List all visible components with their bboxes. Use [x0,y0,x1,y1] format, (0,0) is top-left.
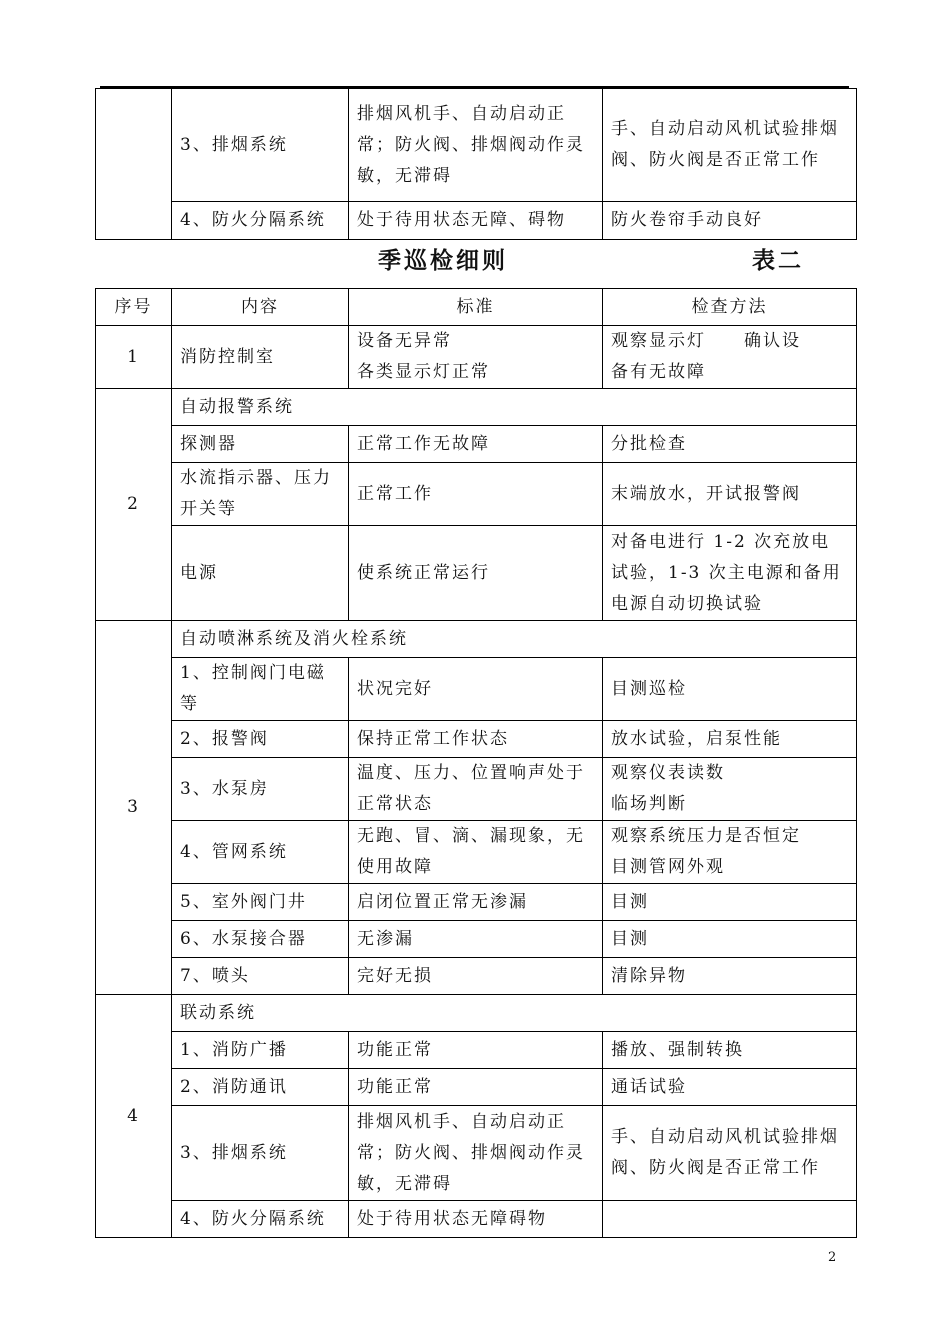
continuation-table [95,88,857,240]
serial-cell: 2 [96,389,172,621]
method-cell [603,821,857,884]
standard-cell: 排烟风机手、自动启动正常；防火阀、排烟阀动作灵敏，无滞碍 [349,89,603,202]
standard-cell: 温度、压力、位置响声处于正常状态 [349,758,603,821]
content-cell: 4、防火分隔系统 [172,1201,349,1238]
content-cell: 3、排烟系统 [172,1106,349,1201]
standard-cell: 处于待用状态无障、碍物 [349,202,603,240]
table-row [96,426,857,463]
content-cell: 2、报警阀 [172,721,349,758]
table-row [96,821,857,884]
table-row [96,326,857,389]
table-row [96,758,857,821]
content-cell: 消防控制室 [172,326,349,389]
method-cell [603,326,857,389]
method-cell [603,1201,857,1238]
table-row [96,921,857,958]
content-cell: 7、喷头 [172,958,349,995]
content-cell: 5、室外阀门井 [172,884,349,921]
standard-cell: 使系统正常运行 [349,526,603,621]
line: 观察显示灯 确认设 [611,331,801,351]
header-content: 内容 [172,289,349,326]
standard-cell: 排烟风机手、自动启动正常；防火阀、排烟阀动作灵敏，无滞碍 [349,1106,603,1201]
section-row [96,995,857,1032]
table-row [96,1069,857,1106]
content-cell: 6、水泵接合器 [172,921,349,958]
content-cell: 3、水泵房 [172,758,349,821]
header-no: 序号 [96,289,172,326]
serial-cell: 3 [96,621,172,995]
method-cell: 目测巡检 [603,658,857,721]
section-row [96,621,857,658]
standard-cell: 功能正常 [349,1032,603,1069]
table-row [96,1201,857,1238]
method-cell: 清除异物 [603,958,857,995]
table-row [96,658,857,721]
method-cell [603,758,857,821]
table-row [96,884,857,921]
table-row [96,1032,857,1069]
method-cell: 分批检查 [603,426,857,463]
content-cell: 探测器 [172,426,349,463]
content-cell: 1、消防广播 [172,1032,349,1069]
table-row [96,202,857,240]
serial-cell: 1 [96,326,172,389]
table-label: 表二 [752,248,804,274]
standard-cell: 无渗漏 [349,921,603,958]
content-cell: 1、控制阀门电磁等 [172,658,349,721]
standard-cell: 启闭位置正常无渗漏 [349,884,603,921]
standard-cell: 完好无损 [349,958,603,995]
section-title: 自动喷淋系统及消火栓系统 [172,621,857,658]
line: 设备无异常 [357,331,452,351]
header-standard: 标准 [349,289,603,326]
content-cell: 电源 [172,526,349,621]
method-cell: 末端放水，开试报警阀 [603,463,857,526]
table-row [96,721,857,758]
content-cell: 4、管网系统 [172,821,349,884]
standard-cell: 无跑、冒、滴、漏现象，无使用故障 [349,821,603,884]
method-cell: 手、自动启动风机试验排烟阀、防火阀是否正常工作 [603,89,857,202]
method-cell: 目测 [603,921,857,958]
standard-cell: 正常工作无故障 [349,426,603,463]
table-row [96,958,857,995]
line: 观察仪表读数 [611,763,725,783]
serial-cell: 4 [96,995,172,1238]
section-title: 自动报警系统 [172,389,857,426]
method-cell: 放水试验，启泵性能 [603,721,857,758]
standard-cell [349,326,603,389]
line: 目测管网外观 [611,857,725,877]
page-title: 季巡检细则 [378,248,508,274]
method-cell: 手、自动启动风机试验排烟阀、防火阀是否正常工作 [603,1106,857,1201]
section-row [96,389,857,426]
header-method: 检查方法 [603,289,857,326]
line: 临场判断 [611,794,687,814]
method-cell: 播放、强制转换 [603,1032,857,1069]
content-cell: 4、防火分隔系统 [172,202,349,240]
table-row [96,463,857,526]
standard-cell: 状况完好 [349,658,603,721]
method-cell: 对备电进行 1-2 次充放电试验，1-3 次主电源和备用电源自动切换试验 [603,526,857,621]
inspection-table [95,288,857,1238]
content-cell: 2、消防通讯 [172,1069,349,1106]
standard-cell: 正常工作 [349,463,603,526]
line: 备有无故障 [611,362,706,382]
section-title: 联动系统 [172,995,857,1032]
method-cell: 目测 [603,884,857,921]
line: 各类显示灯正常 [357,362,490,382]
standard-cell: 保持正常工作状态 [349,721,603,758]
method-cell: 通话试验 [603,1069,857,1106]
table-row [96,89,857,202]
table-row [96,526,857,621]
header-row [96,289,857,326]
method-cell: 防火卷帘手动良好 [603,202,857,240]
serial-cell [96,89,172,240]
line: 观察系统压力是否恒定 [611,826,801,846]
page-number: 2 [828,1250,837,1265]
standard-cell: 功能正常 [349,1069,603,1106]
content-cell: 3、排烟系统 [172,89,349,202]
table-row [96,1106,857,1201]
content-cell: 水流指示器、压力开关等 [172,463,349,526]
standard-cell: 处于待用状态无障碍物 [349,1201,603,1238]
